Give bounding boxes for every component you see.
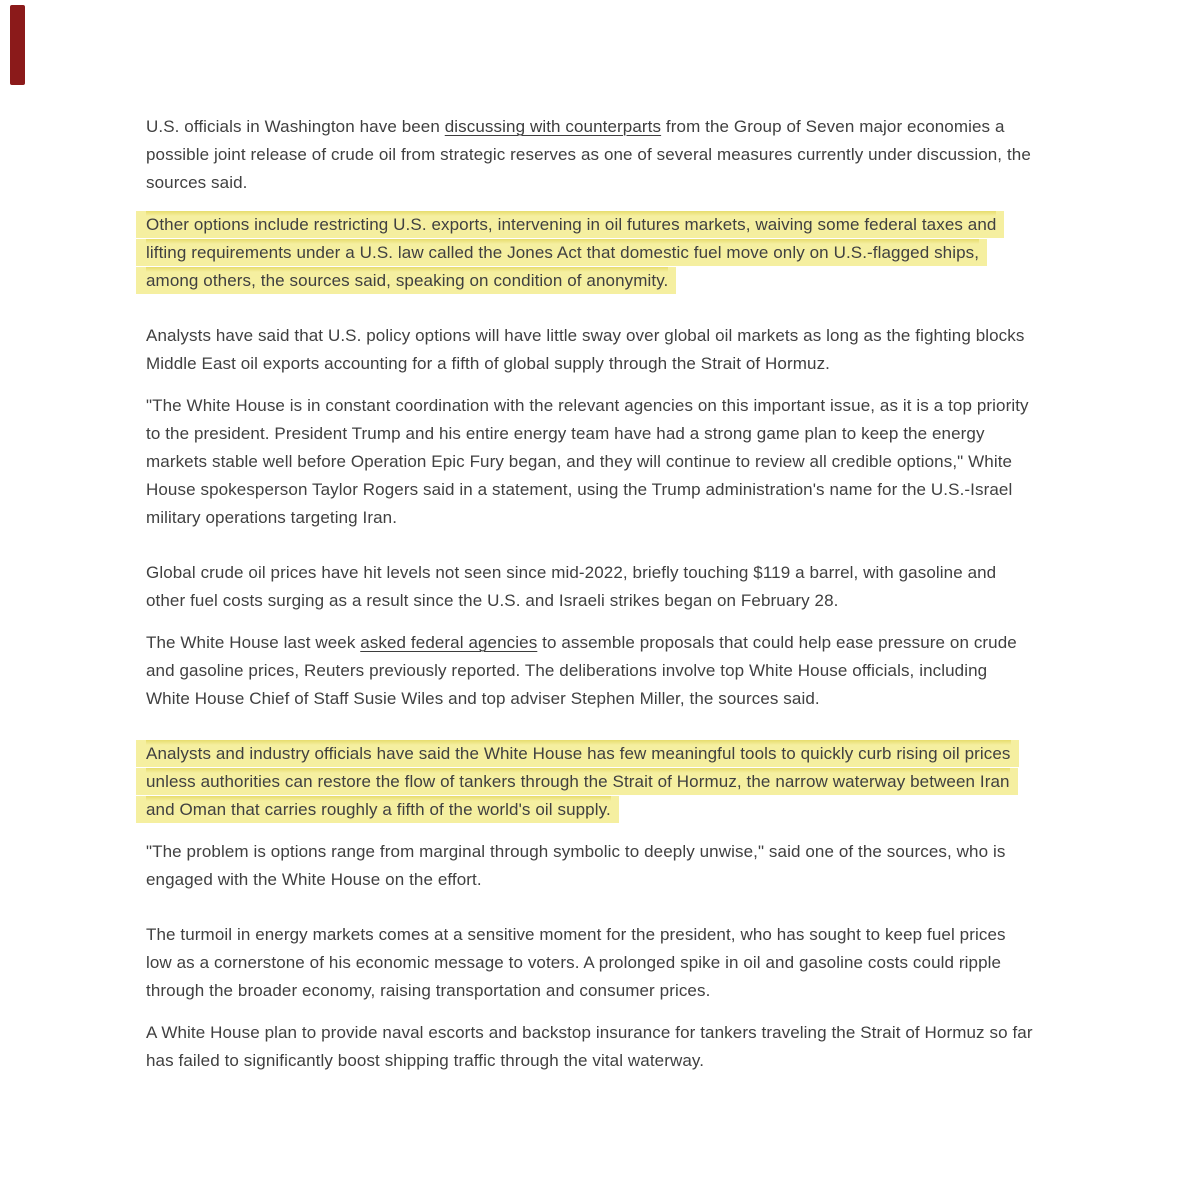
paragraph-text: Analysts and industry officials have said the White House has few meaningful tools to quickly curb rising oil prices unless authorities can restore the flow of tankers through the Strait of Hormuz, the narrow waterway between Iran and Oman that carries roughly a fifth of the world's oil supply. bbox=[146, 744, 1011, 819]
para-g7-reserves bbox=[146, 113, 1034, 197]
inline-link[interactable]: discussing with counterparts bbox=[444, 117, 662, 136]
para-turmoil bbox=[146, 921, 1034, 1005]
paragraph-text: A White House plan to provide naval escorts and backstop insurance for tankers traveling the Strait of Hormuz so far has failed to significantly boost shipping traffic through the vital waterway. bbox=[146, 1023, 1033, 1070]
para-asked-agencies bbox=[146, 629, 1034, 713]
paragraph-text: Other options include restricting U.S. exports, intervening in oil futures markets, waiving some federal taxes and lifting requirements under a U.S. law called the Jones Act that domestic fuel move only on U.S.-flagged ships, among others, the sources said, speaking on condition of anonymity. bbox=[146, 215, 997, 290]
para-white-house-quote bbox=[146, 392, 1034, 532]
para-other-options bbox=[146, 211, 1034, 295]
article-body bbox=[146, 113, 1034, 1075]
paragraph-text: from the Group of Seven major economies a possible joint release of crude oil from strategic reserves as one of several measures currently under discussion, the sources said. bbox=[146, 117, 1031, 192]
paragraph-text: to assemble proposals that could help ease pressure on crude and gasoline prices, Reuters previously reported. The deliberations involve top White House officials, including White House Chief of Staff Susie Wiles and top adviser Stephen Miller, the sources said. bbox=[146, 633, 1017, 708]
paragraph-text: The White House last week bbox=[146, 633, 361, 652]
paragraph-text: Global crude oil prices have hit levels not seen since mid-2022, briefly touching $119 a barrel, with gasoline and other fuel costs surging as a result since the U.S. and Israeli strikes began on February 28. bbox=[146, 563, 997, 610]
para-problem-quote bbox=[146, 838, 1034, 894]
para-analysts-sway bbox=[146, 322, 1034, 378]
paragraph-text: "The White House is in constant coordination with the relevant agencies on this important issue, as it is a top priority to the president. President Trump and his entire energy team have had a strong game plan to keep the energy markets stable well before Operation Epic Fury began, and they will continue to review all credible options," White House spokesperson Taylor Rogers said in a statement, using the Trump administration's name for the U.S.-Israel military operations targeting Iran. bbox=[146, 396, 1029, 527]
paragraph-text: U.S. officials in Washington have been bbox=[146, 117, 445, 136]
inline-link[interactable]: asked federal agencies bbox=[360, 633, 538, 652]
para-crude-prices bbox=[146, 559, 1034, 615]
paragraph-text: The turmoil in energy markets comes at a sensitive moment for the president, who has sought to keep fuel prices low as a cornerstone of his economic message to voters. A prolonged spike in oil and gasoline costs could ripple through the broader economy, raising transportation and consumer prices. bbox=[146, 925, 1006, 1000]
para-few-tools bbox=[146, 740, 1034, 824]
highlighter-mark bbox=[146, 211, 996, 294]
paragraph-text: "The problem is options range from marginal through symbolic to deeply unwise," said one of the sources, who is engaged with the White House on the effort. bbox=[146, 842, 1006, 889]
red-accent-bar bbox=[10, 5, 25, 85]
paragraph-text: Analysts have said that U.S. policy options will have little sway over global oil markets as long as the fighting blocks Middle East oil exports accounting for a fifth of global supply through the Strait of Hormuz. bbox=[146, 326, 1025, 373]
para-naval-escorts bbox=[146, 1019, 1034, 1075]
highlighter-mark bbox=[146, 740, 1011, 823]
